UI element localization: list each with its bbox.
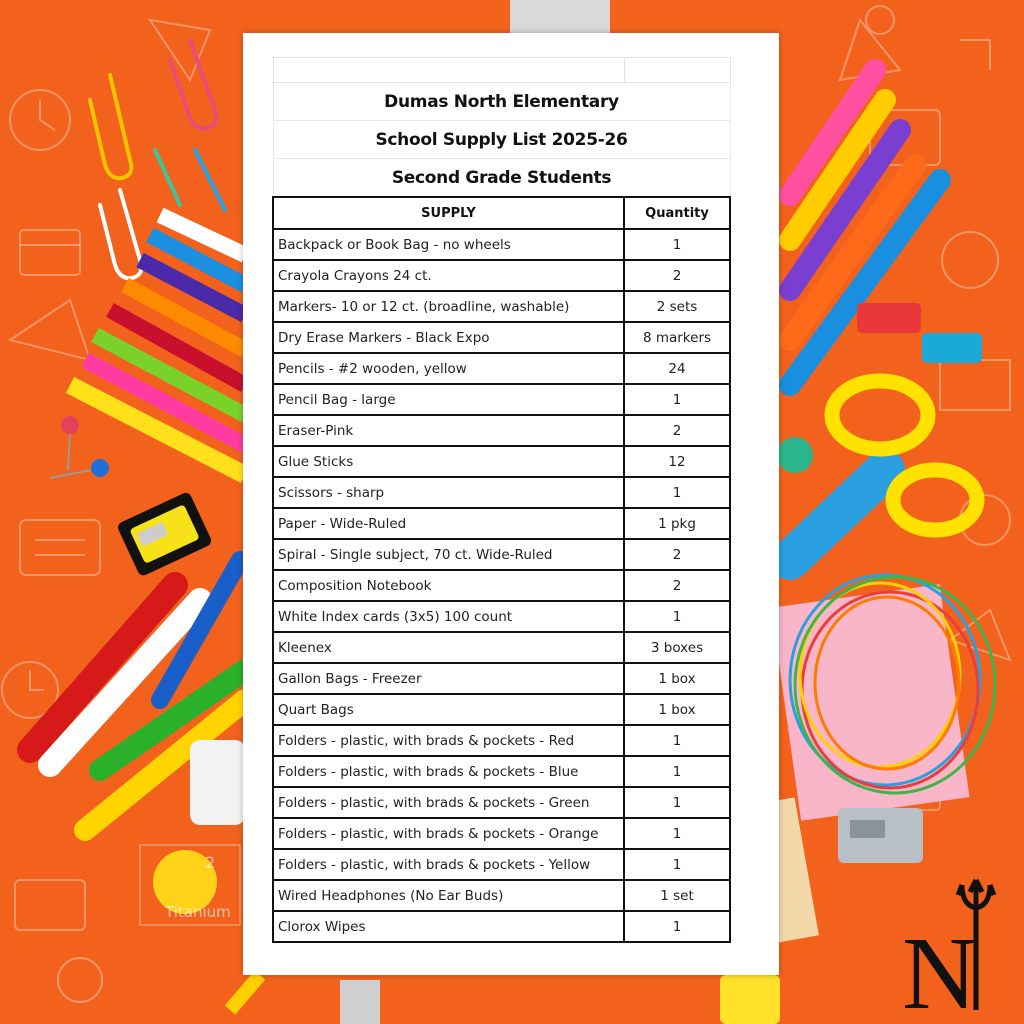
table-row (273, 601, 730, 632)
supply-cell: Markers- 10 or 12 ct. (broadline, washable) (273, 291, 624, 322)
quantity-column-header: Quantity (624, 197, 730, 229)
title-row (273, 159, 730, 198)
table-row (273, 756, 730, 787)
blank-row (273, 58, 730, 83)
marker-cap-yellow (720, 975, 780, 1024)
supply-cell: Dry Erase Markers - Black Expo (273, 322, 624, 353)
supply-cell: White Index cards (3x5) 100 count (273, 601, 624, 632)
table-row (273, 477, 730, 508)
table-row (273, 880, 730, 911)
quantity-cell: 1 set (624, 880, 730, 911)
stapler-top (510, 0, 610, 34)
quantity-cell: 1 (624, 787, 730, 818)
pen-clip-bottom (340, 980, 380, 1024)
supply-cell: Kleenex (273, 632, 624, 663)
quantity-cell: 12 (624, 446, 730, 477)
table-row (273, 694, 730, 725)
quantity-cell: 1 pkg (624, 508, 730, 539)
quantity-cell: 1 (624, 477, 730, 508)
table-row (273, 229, 730, 260)
push-pin-icon (50, 416, 109, 478)
quantity-cell: 1 (624, 756, 730, 787)
quantity-cell: 24 (624, 353, 730, 384)
eraser-white (190, 740, 245, 825)
sharpener-number: 2 (205, 853, 216, 872)
table-row (273, 260, 730, 291)
table-row (273, 384, 730, 415)
supply-table (272, 57, 731, 943)
table-row (273, 632, 730, 663)
supply-cell: Folders - plastic, with brads & pockets - Blue (273, 756, 624, 787)
supply-cell: Pencil Bag - large (273, 384, 624, 415)
supply-cell: Pencils - #2 wooden, yellow (273, 353, 624, 384)
list-title: School Supply List 2025-26 (273, 121, 730, 159)
supply-cell: Composition Notebook (273, 570, 624, 601)
grade-title: Second Grade Students (273, 159, 730, 198)
blank-cell (624, 58, 730, 83)
table-row (273, 353, 730, 384)
table-row (273, 415, 730, 446)
table-row (273, 508, 730, 539)
table-row (273, 911, 730, 942)
metal-sharpener-blade (850, 820, 885, 838)
quantity-cell: 1 box (624, 694, 730, 725)
supply-cell: Quart Bags (273, 694, 624, 725)
quantity-cell: 2 (624, 415, 730, 446)
quantity-cell: 1 (624, 818, 730, 849)
supply-cell: Gallon Bags - Freezer (273, 663, 624, 694)
table-row (273, 291, 730, 322)
quantity-cell: 1 box (624, 663, 730, 694)
school-name: Dumas North Elementary (273, 83, 730, 121)
supply-cell: Wired Headphones (No Ear Buds) (273, 880, 624, 911)
ball-green (777, 437, 813, 473)
table-row (273, 322, 730, 353)
quantity-cell: 2 (624, 570, 730, 601)
quantity-cell: 1 (624, 725, 730, 756)
quantity-cell: 8 markers (624, 322, 730, 353)
header-row (273, 197, 730, 229)
eraser-icon (857, 303, 982, 363)
title-row (273, 83, 730, 121)
blank-cell (273, 58, 624, 83)
supply-cell: Crayola Crayons 24 ct. (273, 260, 624, 291)
quantity-cell: 1 (624, 384, 730, 415)
quantity-cell: 1 (624, 601, 730, 632)
supply-cell: Spiral - Single subject, 70 ct. Wide-Ruled (273, 539, 624, 570)
brand-text: Titanium (165, 903, 231, 921)
quantity-cell: 2 (624, 260, 730, 291)
logo-letter: N (902, 916, 978, 1015)
supply-cell: Folders - plastic, with brads & pockets - Yellow (273, 849, 624, 880)
quantity-cell: 1 (624, 849, 730, 880)
table-row (273, 725, 730, 756)
supply-cell: Backpack or Book Bag - no wheels (273, 229, 624, 260)
quantity-cell: 2 sets (624, 291, 730, 322)
table-row (273, 570, 730, 601)
table-row (273, 446, 730, 477)
supply-cell: Clorox Wipes (273, 911, 624, 942)
table-row (273, 818, 730, 849)
table-row (273, 663, 730, 694)
supply-cell: Folders - plastic, with brads & pockets - Green (273, 787, 624, 818)
markers-right (790, 70, 940, 385)
supply-cell: Paper - Wide-Ruled (273, 508, 624, 539)
supply-cell: Glue Sticks (273, 446, 624, 477)
supply-cell: Folders - plastic, with brads & pockets - Red (273, 725, 624, 756)
supply-cell: Eraser-Pink (273, 415, 624, 446)
supply-rows (273, 229, 730, 942)
supply-column-header: SUPPLY (273, 197, 624, 229)
title-row (273, 121, 730, 159)
scissors-icon (790, 381, 977, 560)
quantity-cell: 2 (624, 539, 730, 570)
supply-cell: Folders - plastic, with brads & pockets - Orange (273, 818, 624, 849)
pencil-bottom (230, 975, 260, 1010)
table-row (273, 849, 730, 880)
pencil-sharpener-icon (116, 491, 213, 577)
quantity-cell: 3 boxes (624, 632, 730, 663)
quantity-cell: 1 (624, 229, 730, 260)
colored-pencils (70, 215, 245, 475)
quantity-cell: 1 (624, 911, 730, 942)
table-row (273, 787, 730, 818)
trident-icon (900, 860, 1000, 1015)
table-row (273, 539, 730, 570)
supply-cell: Scissors - sharp (273, 477, 624, 508)
